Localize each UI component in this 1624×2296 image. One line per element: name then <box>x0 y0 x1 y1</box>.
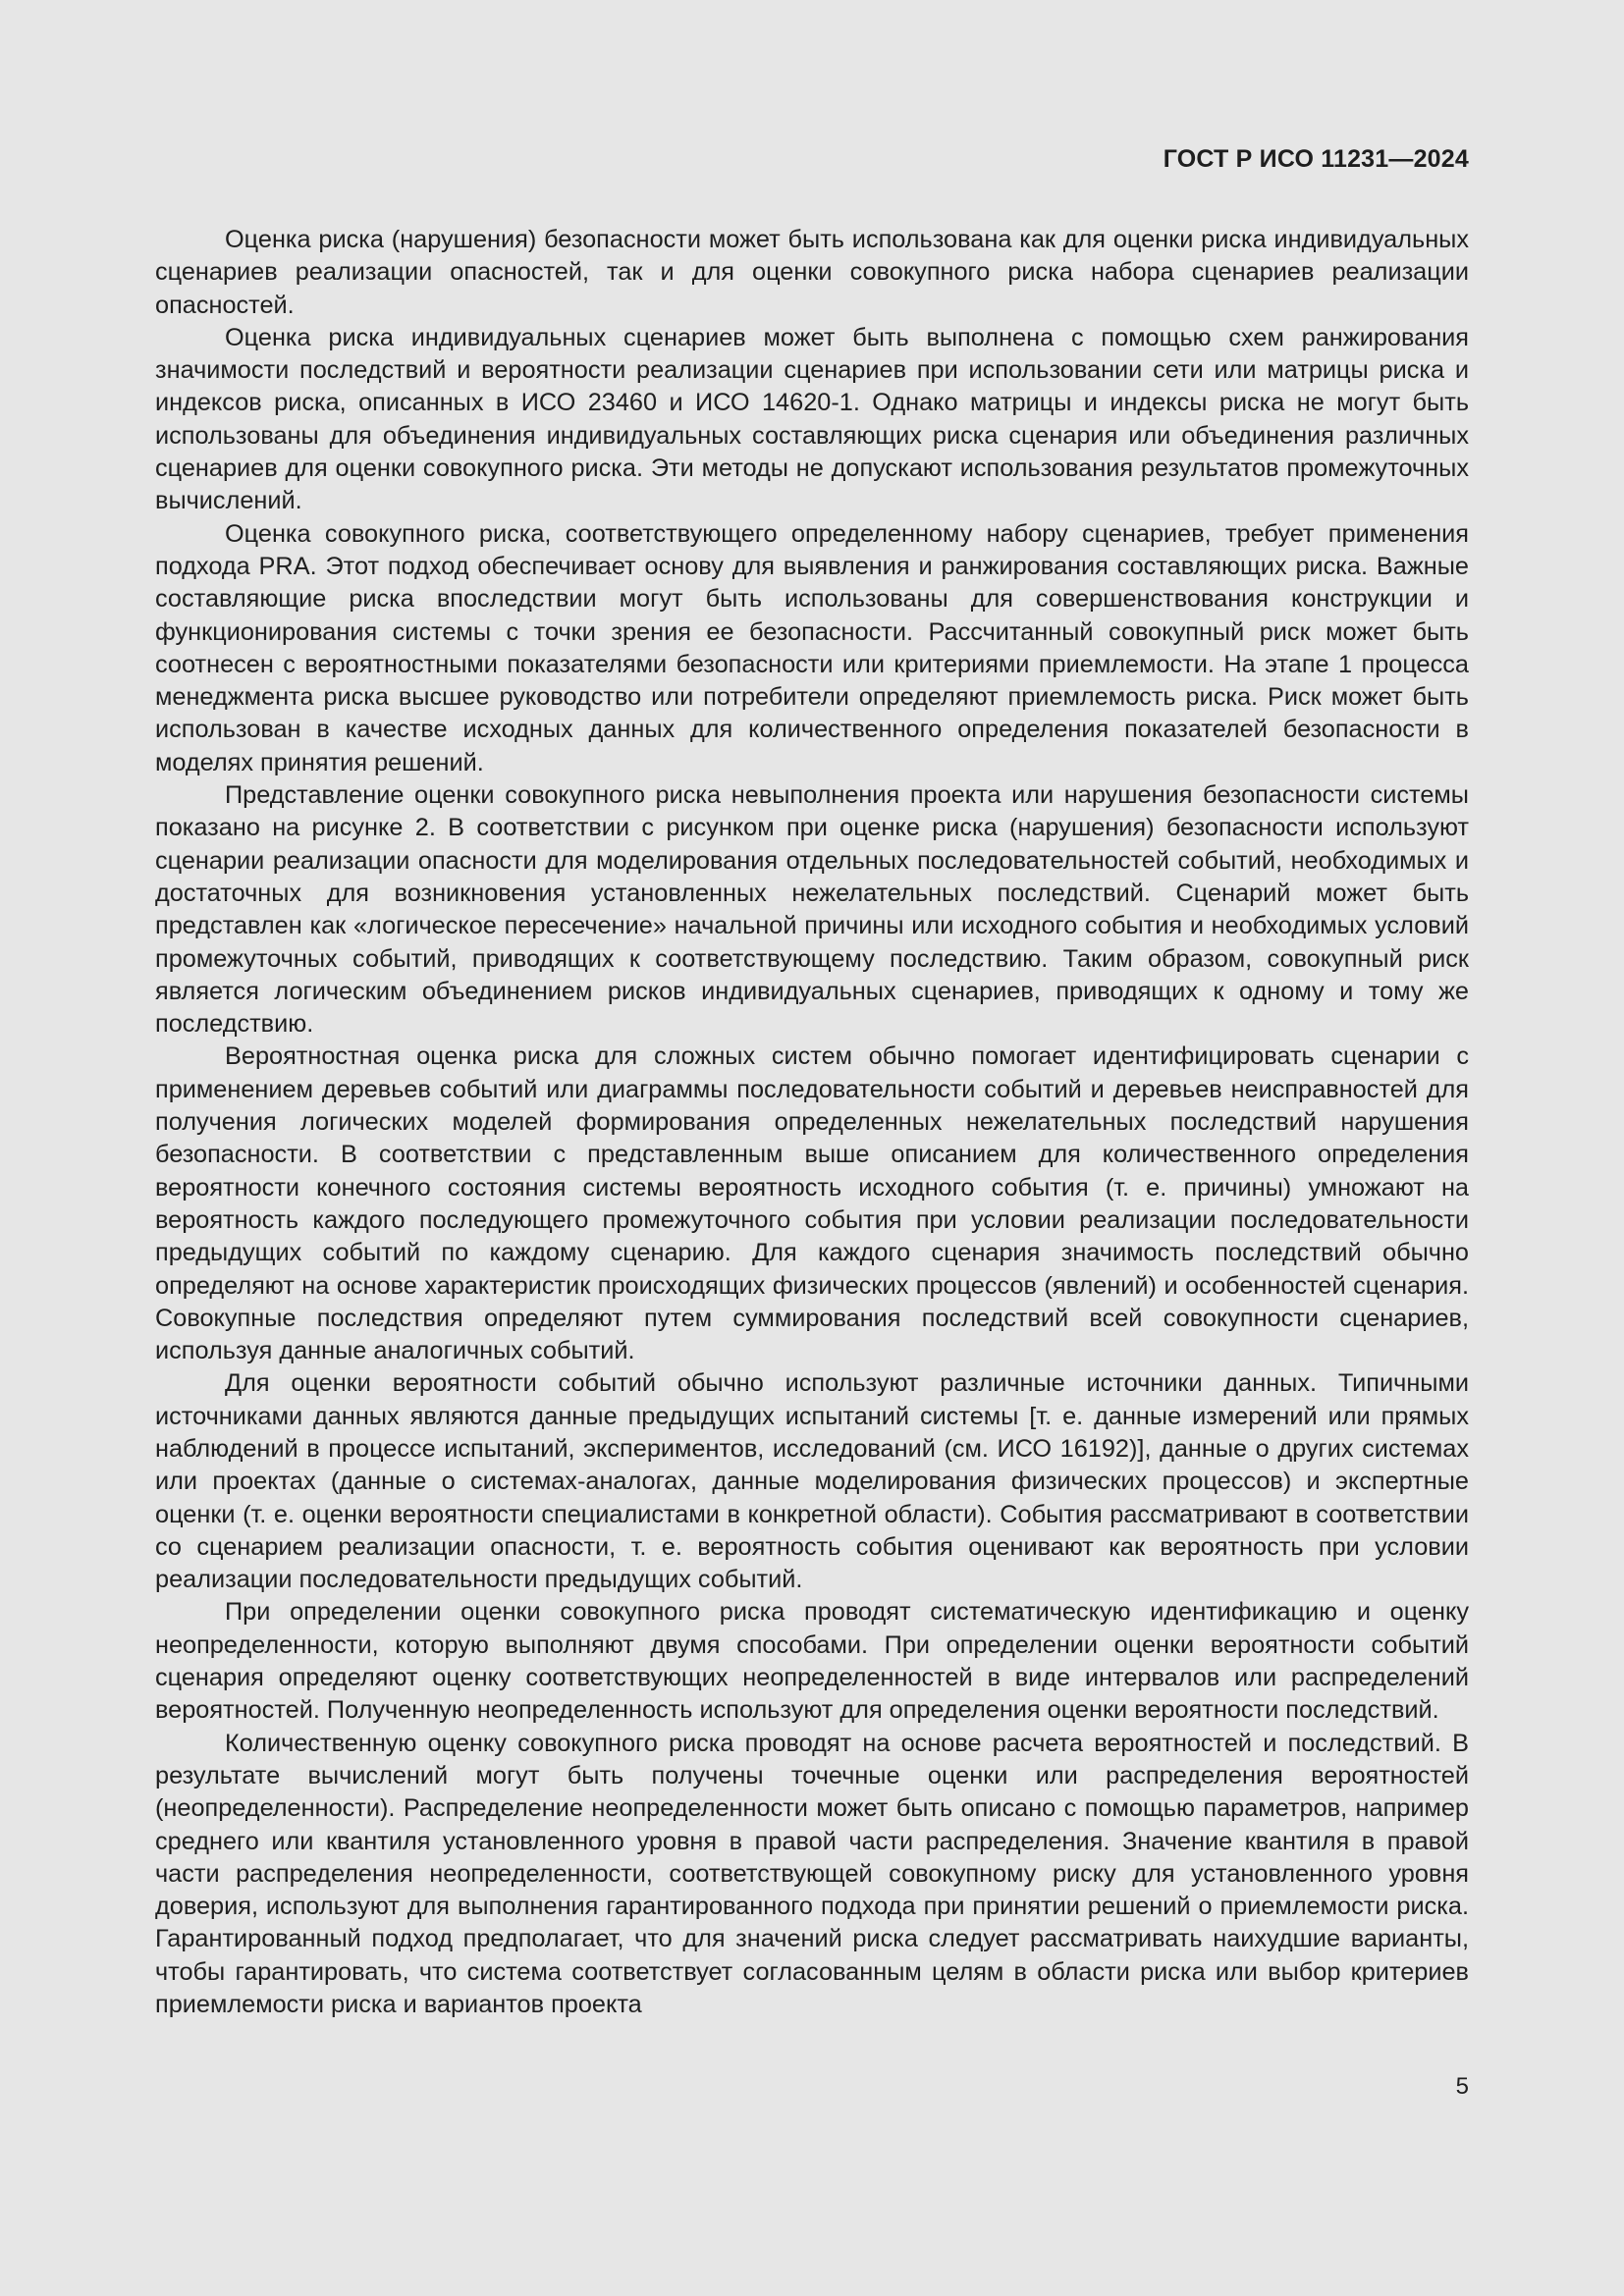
page-number: 5 <box>1455 2073 1469 2100</box>
paragraph-3: Оценка совокупного риска, соответствующего определенному набору сценариев, требует применения подхода PRA. Этот подход обеспечивает основу для выявления и ранжирования составляющих риска. Важные составляющие риска впоследствии могут быть использованы для совершенствования конструкции и функционирования системы с точки зрения ее безопасности. Рассчитанный совокупный риск может быть соотнесен с вероятностными показателями безопасности или критериями приемлемости. На этапе 1 процесса менеджмента риска высшее руководство или потребители определяют приемлемость риска. Риск может быть использован в качестве исходных данных для количественного определения показателей безопасности в моделях принятия решений. <box>155 519 1469 776</box>
paragraph-4: Представление оценки совокупного риска невыполнения проекта или нарушения безопасности системы показано на рисунке 2. В соответствии с рисунком при оценке риска (нарушения) безопасности используют сценарии реализации опасности для моделирования отдельных последовательностей событий, необходимых и достаточных для возникновения установленных нежелательных последствий. Сценарий может быть представлен как «логическое пересечение» начальной причины или исходного события и необходимых условий промежуточных событий, приводящих к соответствующему последствию. Таким образом, совокупный риск является логическим объединением рисков индивидуальных сценариев, приводящих к одному и тому же последствию. <box>155 781 1469 1039</box>
paragraph-2: Оценка риска индивидуальных сценариев может быть выполнена с помощью схем ранжирования значимости последствий и вероятности реализации сценариев при использовании сети или матрицы риска и индексов риска, описанных в ИСО 23460 и ИСО 14620-1. Однако матрицы и индексы риска не могут быть использованы для объединения индивидуальных составляющих риска сценария или объединения различных сценариев для оценки совокупного риска. Эти методы не допускают использования результатов промежуточных вычислений. <box>155 323 1469 515</box>
paragraph-8: Количественную оценку совокупного риска проводят на основе расчета вероятностей и последствий. В результате вычислений могут быть получены точечные оценки или распределения вероятностей (неопределенности). Распределение неопределенности может быть описано с помощью параметров, например среднего или квантиля установленного уровня в правой части распределения. Значение квантиля в правой части распределения неопределенности, соответствующей совокупному риску для установленного уровня доверия, используют для выполнения гарантированного подхода при принятии решений о приемлемости риска. Гарантированный подход предполагает, что для значений риска следует рассматривать наихудшие варианты, чтобы гарантировать, что система соответствует согласованным целям в области риска или выбор критериев приемлемости риска и вариантов проекта <box>155 1729 1469 2019</box>
paragraph-7: При определении оценки совокупного риска проводят систематическую идентификацию и оценку неопределенности, которую выполняют двумя способами. При определении оценки вероятности событий сценария определяют оценку соответствующих неопределенностей в виде интервалов или распределений вероятностей. Полученную неопределенность используют для определения оценки вероятности последствий. <box>155 1598 1469 1725</box>
paragraph-5: Вероятностная оценка риска для сложных систем обычно помогает идентифицировать сценарии с применением деревьев событий или диаграммы последовательности событий и деревьев неисправностей для получения логических моделей формирования определенных нежелательных последствий нарушения безопасности. В соответствии с представленным выше описанием для количественного определения вероятности конечного состояния системы вероятность исходного события (т. е. причины) умножают на вероятность каждого последующего промежуточного события при условии реализации последовательности предыдущих событий по каждому сценарию. Для каждого сценария значимость последствий обычно определяют на основе характеристик происходящих физических процессов (явлений) и особенностей сценария. Совокупные последствия определяют путем суммирования последствий всей совокупности сценариев, используя данные аналогичных событий. <box>155 1042 1469 1365</box>
body-text <box>155 224 1469 2021</box>
standard-code-header: ГОСТ Р ИСО 11231—2024 <box>1163 145 1469 173</box>
paragraph-1: Оценка риска (нарушения) безопасности может быть использована как для оценки риска индивидуальных сценариев реализации опасностей, так и для оценки совокупного риска набора сценариев реализации опасностей. <box>155 226 1469 319</box>
paragraph-6: Для оценки вероятности событий обычно используют различные источники данных. Типичными источниками данных являются данные предыдущих испытаний системы [т. е. данные измерений или прямых наблюдений в процессе испытаний, экспериментов, исследований (см. ИСО 16192)], данные о других системах или проектах (данные о системах-аналогах, данные моделирования физических процессов) и экспертные оценки (т. е. оценки вероятности специалистами в конкретной области). События рассматривают в соответствии со сценарием реализации опасности, т. е. вероятность события оценивают как вероятность при условии реализации последовательности предыдущих событий. <box>155 1369 1469 1594</box>
